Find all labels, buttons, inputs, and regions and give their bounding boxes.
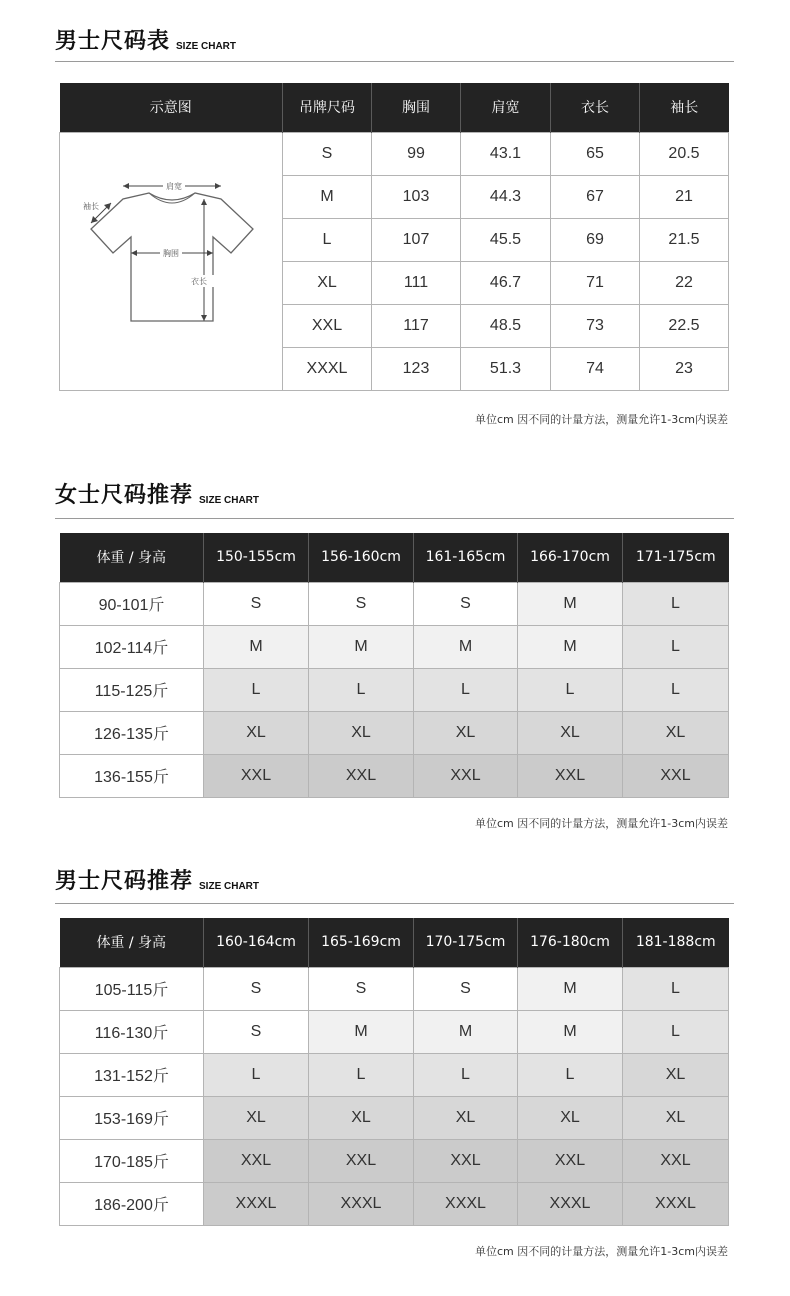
size-cell: M: [204, 625, 309, 668]
shoulder-label: 肩宽: [166, 182, 182, 191]
shoulder-cell: 43.1: [461, 132, 551, 175]
size-cell: L: [414, 668, 518, 711]
size-cell: XL: [414, 711, 518, 754]
chest-cell: 117: [372, 304, 461, 347]
table-row: [60, 582, 729, 625]
header-height-range: 181-188cm: [623, 918, 729, 967]
men-rec-title: 男士尺码推荐: [55, 869, 194, 894]
size-cell: XL: [518, 1096, 623, 1139]
women-size-table: [59, 533, 729, 798]
header-height-range: 156-160cm: [309, 533, 414, 582]
header-weight-height: 体重 / 身高: [60, 918, 204, 967]
header-height-range: 160-164cm: [204, 918, 309, 967]
men-rec-header: [55, 864, 734, 904]
size-cell: S: [309, 967, 414, 1010]
weight-cell: 102-114斤: [60, 625, 204, 668]
tshirt-diagram: [60, 132, 283, 390]
size-cell: XXXL: [283, 347, 372, 390]
size-cell: XXL: [204, 754, 309, 797]
size-cell: S: [283, 132, 372, 175]
size-cell: S: [414, 967, 518, 1010]
weight-cell: 105-115斤: [60, 967, 204, 1010]
table-row: [60, 1010, 729, 1053]
header-height-range: 150-155cm: [204, 533, 309, 582]
size-cell: L: [204, 668, 309, 711]
size-cell: M: [518, 1010, 623, 1053]
table-row: [60, 967, 729, 1010]
chest-cell: 107: [372, 218, 461, 261]
header-height-range: 171-175cm: [623, 533, 729, 582]
size-cell: M: [309, 1010, 414, 1053]
size-cell: L: [518, 668, 623, 711]
weight-cell: 116-130斤: [60, 1010, 204, 1053]
tshirt-icon: [71, 171, 271, 351]
size-cell: XXXL: [414, 1182, 518, 1225]
weight-cell: 90-101斤: [60, 582, 204, 625]
weight-cell: 115-125斤: [60, 668, 204, 711]
size-cell: XL: [414, 1096, 518, 1139]
length-cell: 71: [551, 261, 640, 304]
size-cell: XXL: [309, 754, 414, 797]
size-cell: M: [518, 625, 623, 668]
size-cell: L: [623, 1010, 729, 1053]
men-chart-title: 男士尺码表: [55, 29, 171, 54]
size-cell: M: [283, 175, 372, 218]
size-cell: XXL: [414, 1139, 518, 1182]
size-cell: XL: [283, 261, 372, 304]
header-weight-height: 体重 / 身高: [60, 533, 204, 582]
size-cell: M: [309, 625, 414, 668]
table-row: [60, 625, 729, 668]
size-cell: XL: [309, 711, 414, 754]
header-shoulder: 肩宽: [461, 83, 551, 132]
size-cell: XXL: [518, 754, 623, 797]
header-height-range: 161-165cm: [414, 533, 518, 582]
men-chart-subtitle: SIZE CHART: [176, 41, 237, 52]
size-cell: L: [283, 218, 372, 261]
size-cell: S: [309, 582, 414, 625]
size-cell: S: [204, 1010, 309, 1053]
size-cell: M: [414, 1010, 518, 1053]
length-cell: 65: [551, 132, 640, 175]
shoulder-cell: 45.5: [461, 218, 551, 261]
length-cell: 73: [551, 304, 640, 347]
size-cell: XL: [623, 711, 729, 754]
size-cell: XL: [204, 1096, 309, 1139]
chest-cell: 111: [372, 261, 461, 304]
table-row: [60, 711, 729, 754]
size-cell: XXL: [283, 304, 372, 347]
length-cell: 74: [551, 347, 640, 390]
size-cell: M: [518, 967, 623, 1010]
size-cell: S: [204, 967, 309, 1010]
size-cell: L: [414, 1053, 518, 1096]
men-chart-note: 单位cm 因不同的计量方法，测量允许1-3cm内误差: [475, 413, 728, 426]
header-diagram: 示意图: [60, 83, 283, 132]
chest-label: 胸围: [163, 249, 179, 258]
size-cell: XL: [204, 711, 309, 754]
table-row: [60, 1139, 729, 1182]
weight-cell: 153-169斤: [60, 1096, 204, 1139]
size-cell: L: [623, 582, 729, 625]
chest-cell: 103: [372, 175, 461, 218]
shoulder-cell: 51.3: [461, 347, 551, 390]
sleeve-cell: 23: [640, 347, 729, 390]
size-cell: XXL: [623, 754, 729, 797]
size-cell: L: [309, 668, 414, 711]
men-rec-note: 单位cm 因不同的计量方法，测量允许1-3cm内误差: [475, 1245, 728, 1258]
size-cell: XXXL: [623, 1182, 729, 1225]
size-cell: M: [414, 625, 518, 668]
size-cell: XL: [309, 1096, 414, 1139]
size-cell: S: [204, 582, 309, 625]
size-cell: XXXL: [518, 1182, 623, 1225]
size-cell: XL: [518, 711, 623, 754]
size-cell: XL: [623, 1053, 729, 1096]
men-rec-subtitle: SIZE CHART: [199, 881, 260, 892]
size-cell: XXXL: [309, 1182, 414, 1225]
men-rec-table: [59, 918, 729, 1226]
weight-cell: 126-135斤: [60, 711, 204, 754]
size-cell: XXL: [518, 1139, 623, 1182]
size-cell: XXL: [309, 1139, 414, 1182]
chest-cell: 123: [372, 347, 461, 390]
table-row: [60, 668, 729, 711]
weight-cell: 131-152斤: [60, 1053, 204, 1096]
size-cell: XXXL: [204, 1182, 309, 1225]
size-cell: L: [309, 1053, 414, 1096]
size-cell: L: [204, 1053, 309, 1096]
sleeve-cell: 22.5: [640, 304, 729, 347]
women-rec-title: 女士尺码推荐: [55, 483, 194, 508]
shoulder-cell: 44.3: [461, 175, 551, 218]
size-cell: XL: [623, 1096, 729, 1139]
header-height-range: 165-169cm: [309, 918, 414, 967]
size-cell: M: [518, 582, 623, 625]
table-row: [60, 132, 729, 175]
size-cell: XXL: [204, 1139, 309, 1182]
length-label: 衣长: [191, 277, 207, 286]
women-rec-header: [55, 478, 734, 519]
shoulder-cell: 46.7: [461, 261, 551, 304]
header-sleeve: 袖长: [640, 83, 729, 132]
size-cell: L: [623, 625, 729, 668]
header-height-range: 176-180cm: [518, 918, 623, 967]
size-cell: L: [518, 1053, 623, 1096]
header-height-range: 166-170cm: [518, 533, 623, 582]
sleeve-cell: 22: [640, 261, 729, 304]
women-header-row: [60, 533, 729, 582]
table-row: [60, 1096, 729, 1139]
chest-cell: 99: [372, 132, 461, 175]
sleeve-cell: 20.5: [640, 132, 729, 175]
size-cell: L: [623, 668, 729, 711]
women-rec-note: 单位cm 因不同的计量方法，测量允许1-3cm内误差: [475, 817, 728, 830]
weight-cell: 170-185斤: [60, 1139, 204, 1182]
header-chest: 胸围: [372, 83, 461, 132]
women-rec-subtitle: SIZE CHART: [199, 495, 260, 506]
men-size-table: [59, 83, 729, 391]
sleeve-label: 袖长: [83, 202, 99, 211]
table-row: [60, 1053, 729, 1096]
length-cell: 67: [551, 175, 640, 218]
men-size-header-row: [60, 83, 729, 132]
men-chart-header: [55, 24, 734, 62]
weight-cell: 186-200斤: [60, 1182, 204, 1225]
table-row: [60, 1182, 729, 1225]
sleeve-cell: 21: [640, 175, 729, 218]
size-cell: L: [623, 967, 729, 1010]
table-row: [60, 754, 729, 797]
weight-cell: 136-155斤: [60, 754, 204, 797]
header-height-range: 170-175cm: [414, 918, 518, 967]
men-rec-header-row: [60, 918, 729, 967]
size-cell: XXL: [623, 1139, 729, 1182]
sleeve-cell: 21.5: [640, 218, 729, 261]
size-cell: XXL: [414, 754, 518, 797]
header-length: 衣长: [551, 83, 640, 132]
size-cell: S: [414, 582, 518, 625]
length-cell: 69: [551, 218, 640, 261]
header-tag-size: 吊牌尺码: [283, 83, 372, 132]
shoulder-cell: 48.5: [461, 304, 551, 347]
